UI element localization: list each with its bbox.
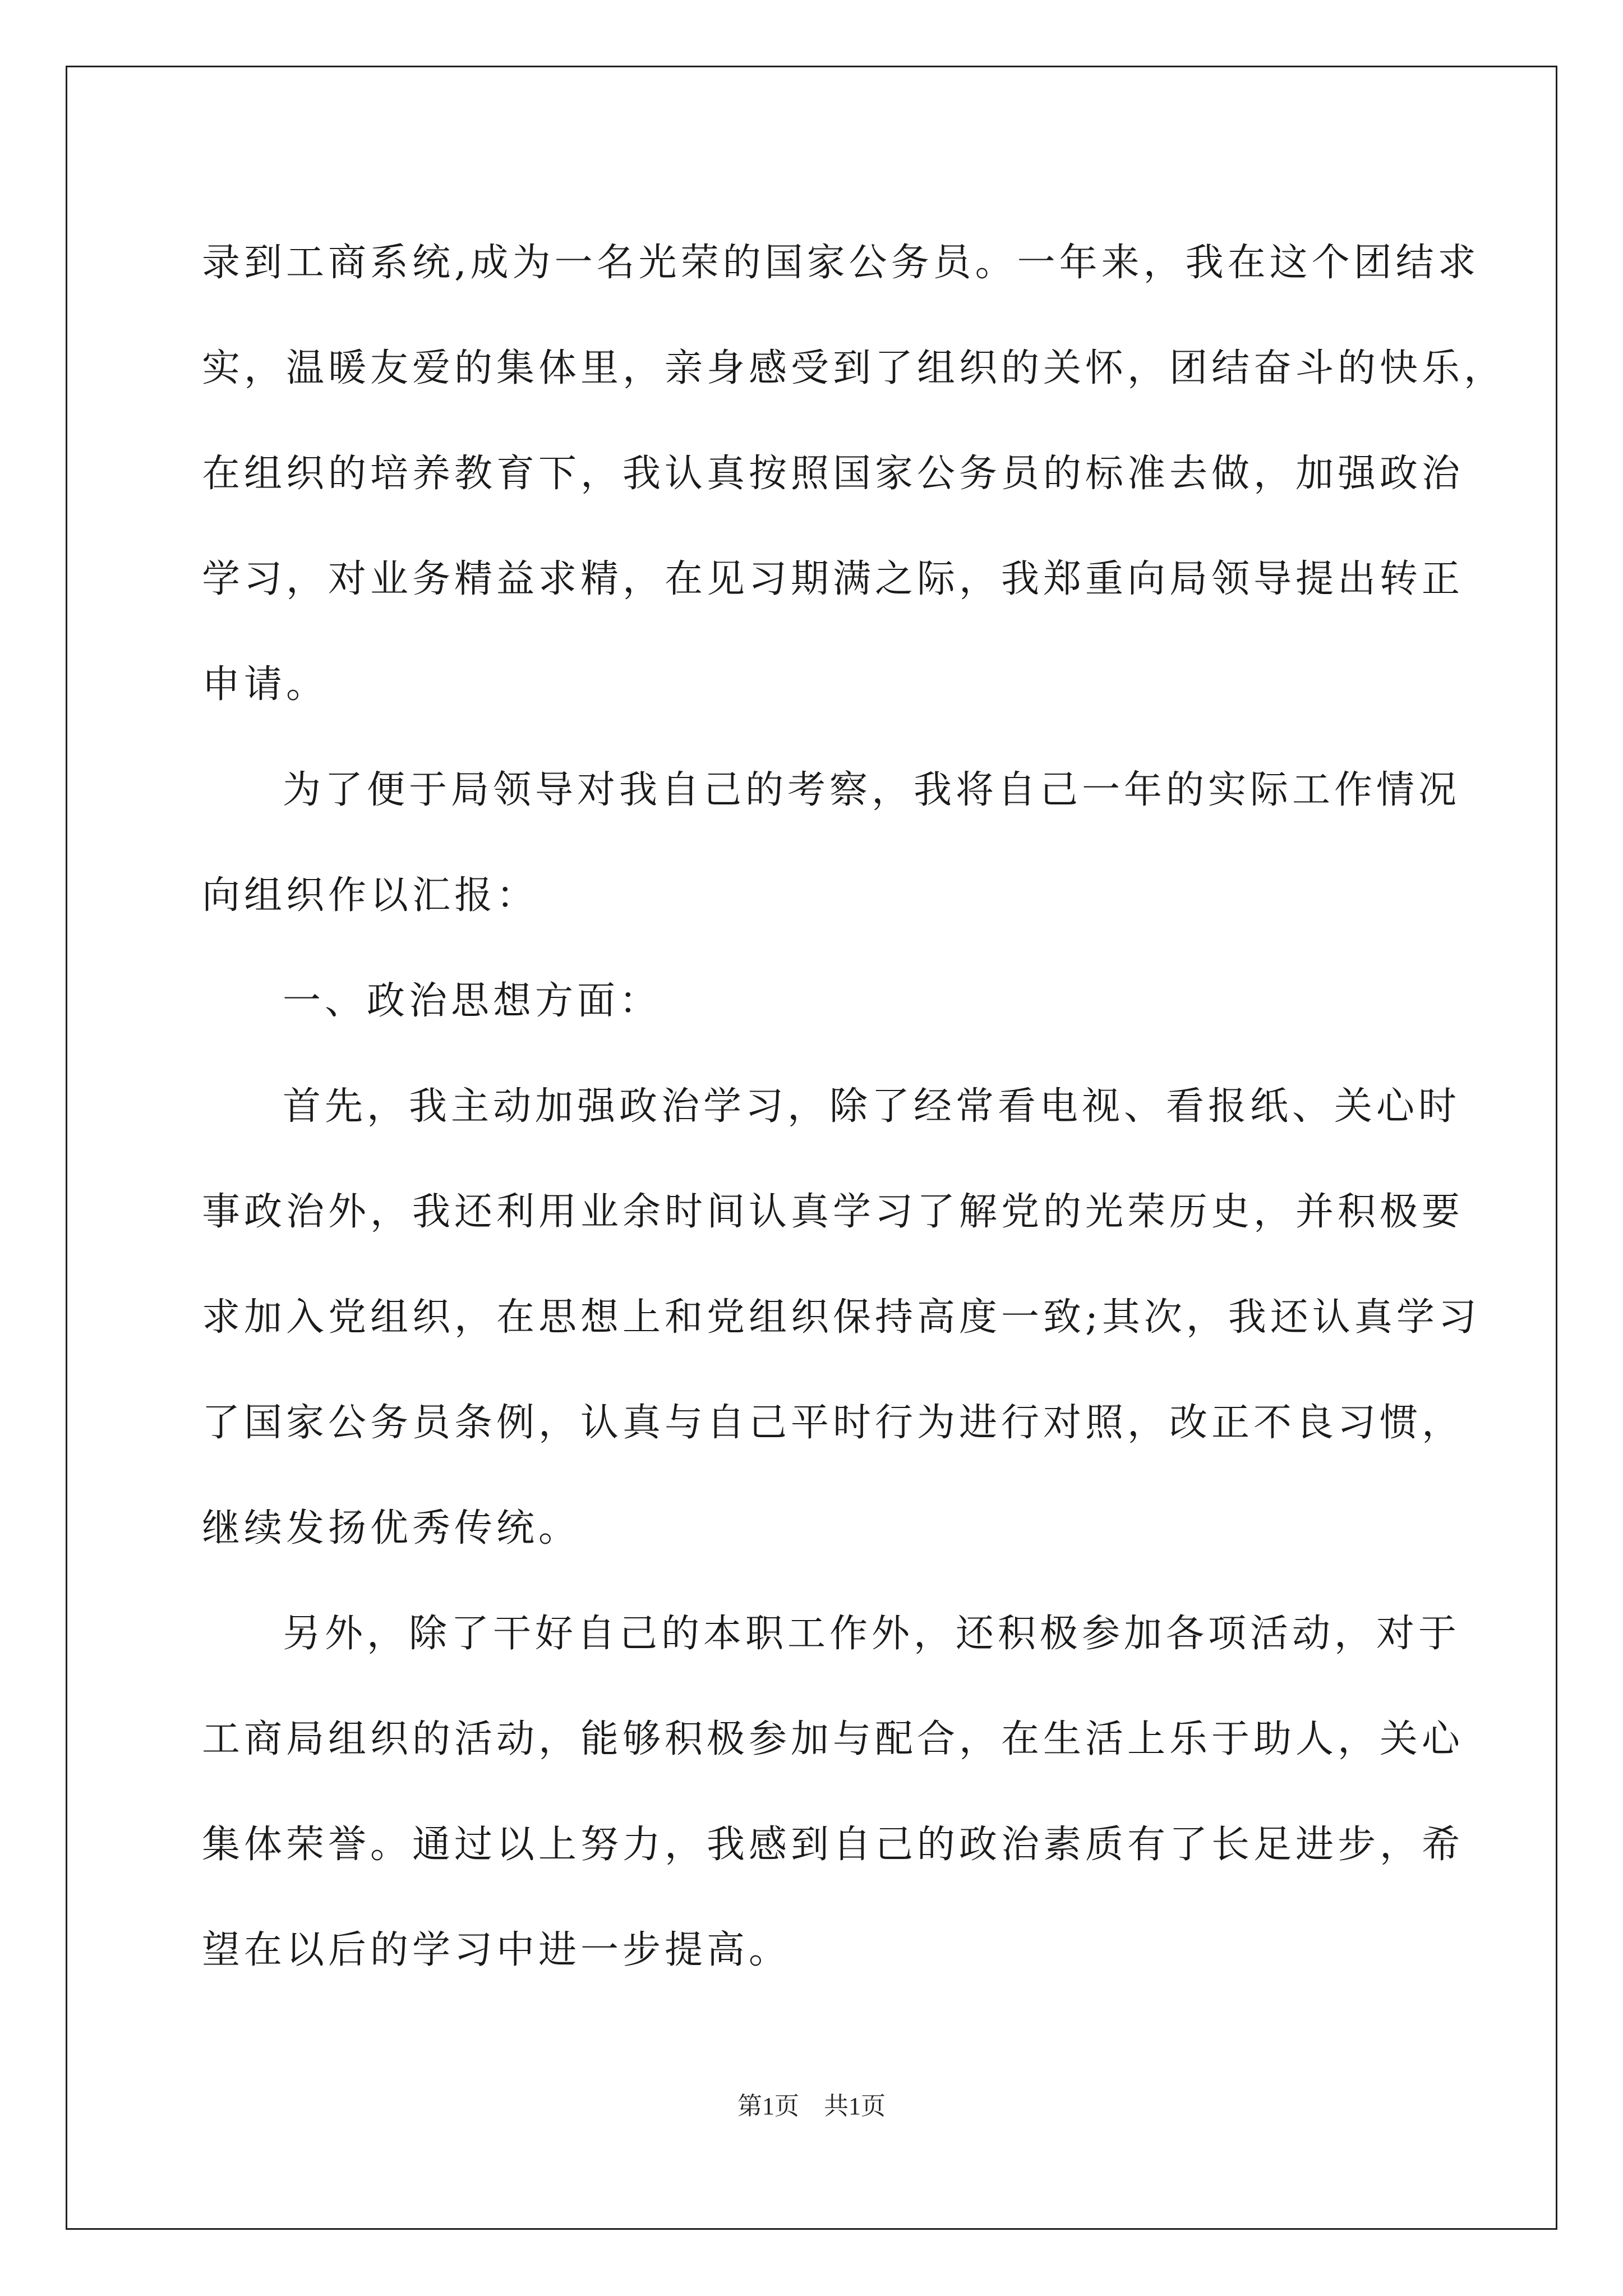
paragraph-line: 望在以后的学习中进一步提高。 bbox=[202, 1928, 791, 1972]
paragraph-line: 首先，我主动加强政治学习，除了经常看电视、看报纸、关心时 bbox=[283, 1084, 1461, 1129]
paragraph-line: 录到工商系统,成为一名光荣的国家公务员。一年来，我在这个团结求 bbox=[202, 241, 1480, 285]
paragraph-line: 申请。 bbox=[202, 662, 329, 707]
paragraph-line: 向组织作以汇报： bbox=[202, 873, 539, 918]
section-heading: 一、政治思想方面： bbox=[283, 979, 662, 1023]
paragraph-line: 另外，除了干好自己的本职工作外，还积极参加各项活动，对于 bbox=[283, 1612, 1461, 1656]
paragraph-line: 为了便于局领导对我自己的考察，我将自己一年的实际工作情况 bbox=[283, 768, 1461, 812]
paragraph-line: 继续发扬优秀传统。 bbox=[202, 1506, 581, 1550]
page-footer bbox=[0, 2086, 1623, 2122]
paragraph-line: 集体荣誉。通过以上努力，我感到自己的政治素质有了长足进步，希 bbox=[202, 1823, 1464, 1867]
paragraph-line: 在组织的培养教育下，我认真按照国家公务员的标准去做，加强政治 bbox=[202, 452, 1464, 496]
paragraph-line: 工商局组织的活动，能够积极参加与配合，在生活上乐于助人，关心 bbox=[202, 1717, 1464, 1761]
paragraph-line: 了国家公务员条例，认真与自己平时行为进行对照，改正不良习惯， bbox=[202, 1401, 1464, 1445]
paragraph-line: 求加入党组织，在思想上和党组织保持高度一致;其次，我还认真学习 bbox=[202, 1295, 1481, 1340]
page-number-label: 第1页 共1页 bbox=[737, 2092, 886, 2120]
document-body bbox=[202, 210, 1506, 2003]
paragraph-line: 实，温暖友爱的集体里，亲身感受到了组织的关怀，团结奋斗的快乐， bbox=[202, 346, 1506, 390]
paragraph-line: 学习，对业务精益求精，在见习期满之际，我郑重向局领导提出转正 bbox=[202, 557, 1464, 601]
paragraph-line: 事政治外，我还利用业余时间认真学习了解党的光荣历史，并积极要 bbox=[202, 1190, 1464, 1234]
